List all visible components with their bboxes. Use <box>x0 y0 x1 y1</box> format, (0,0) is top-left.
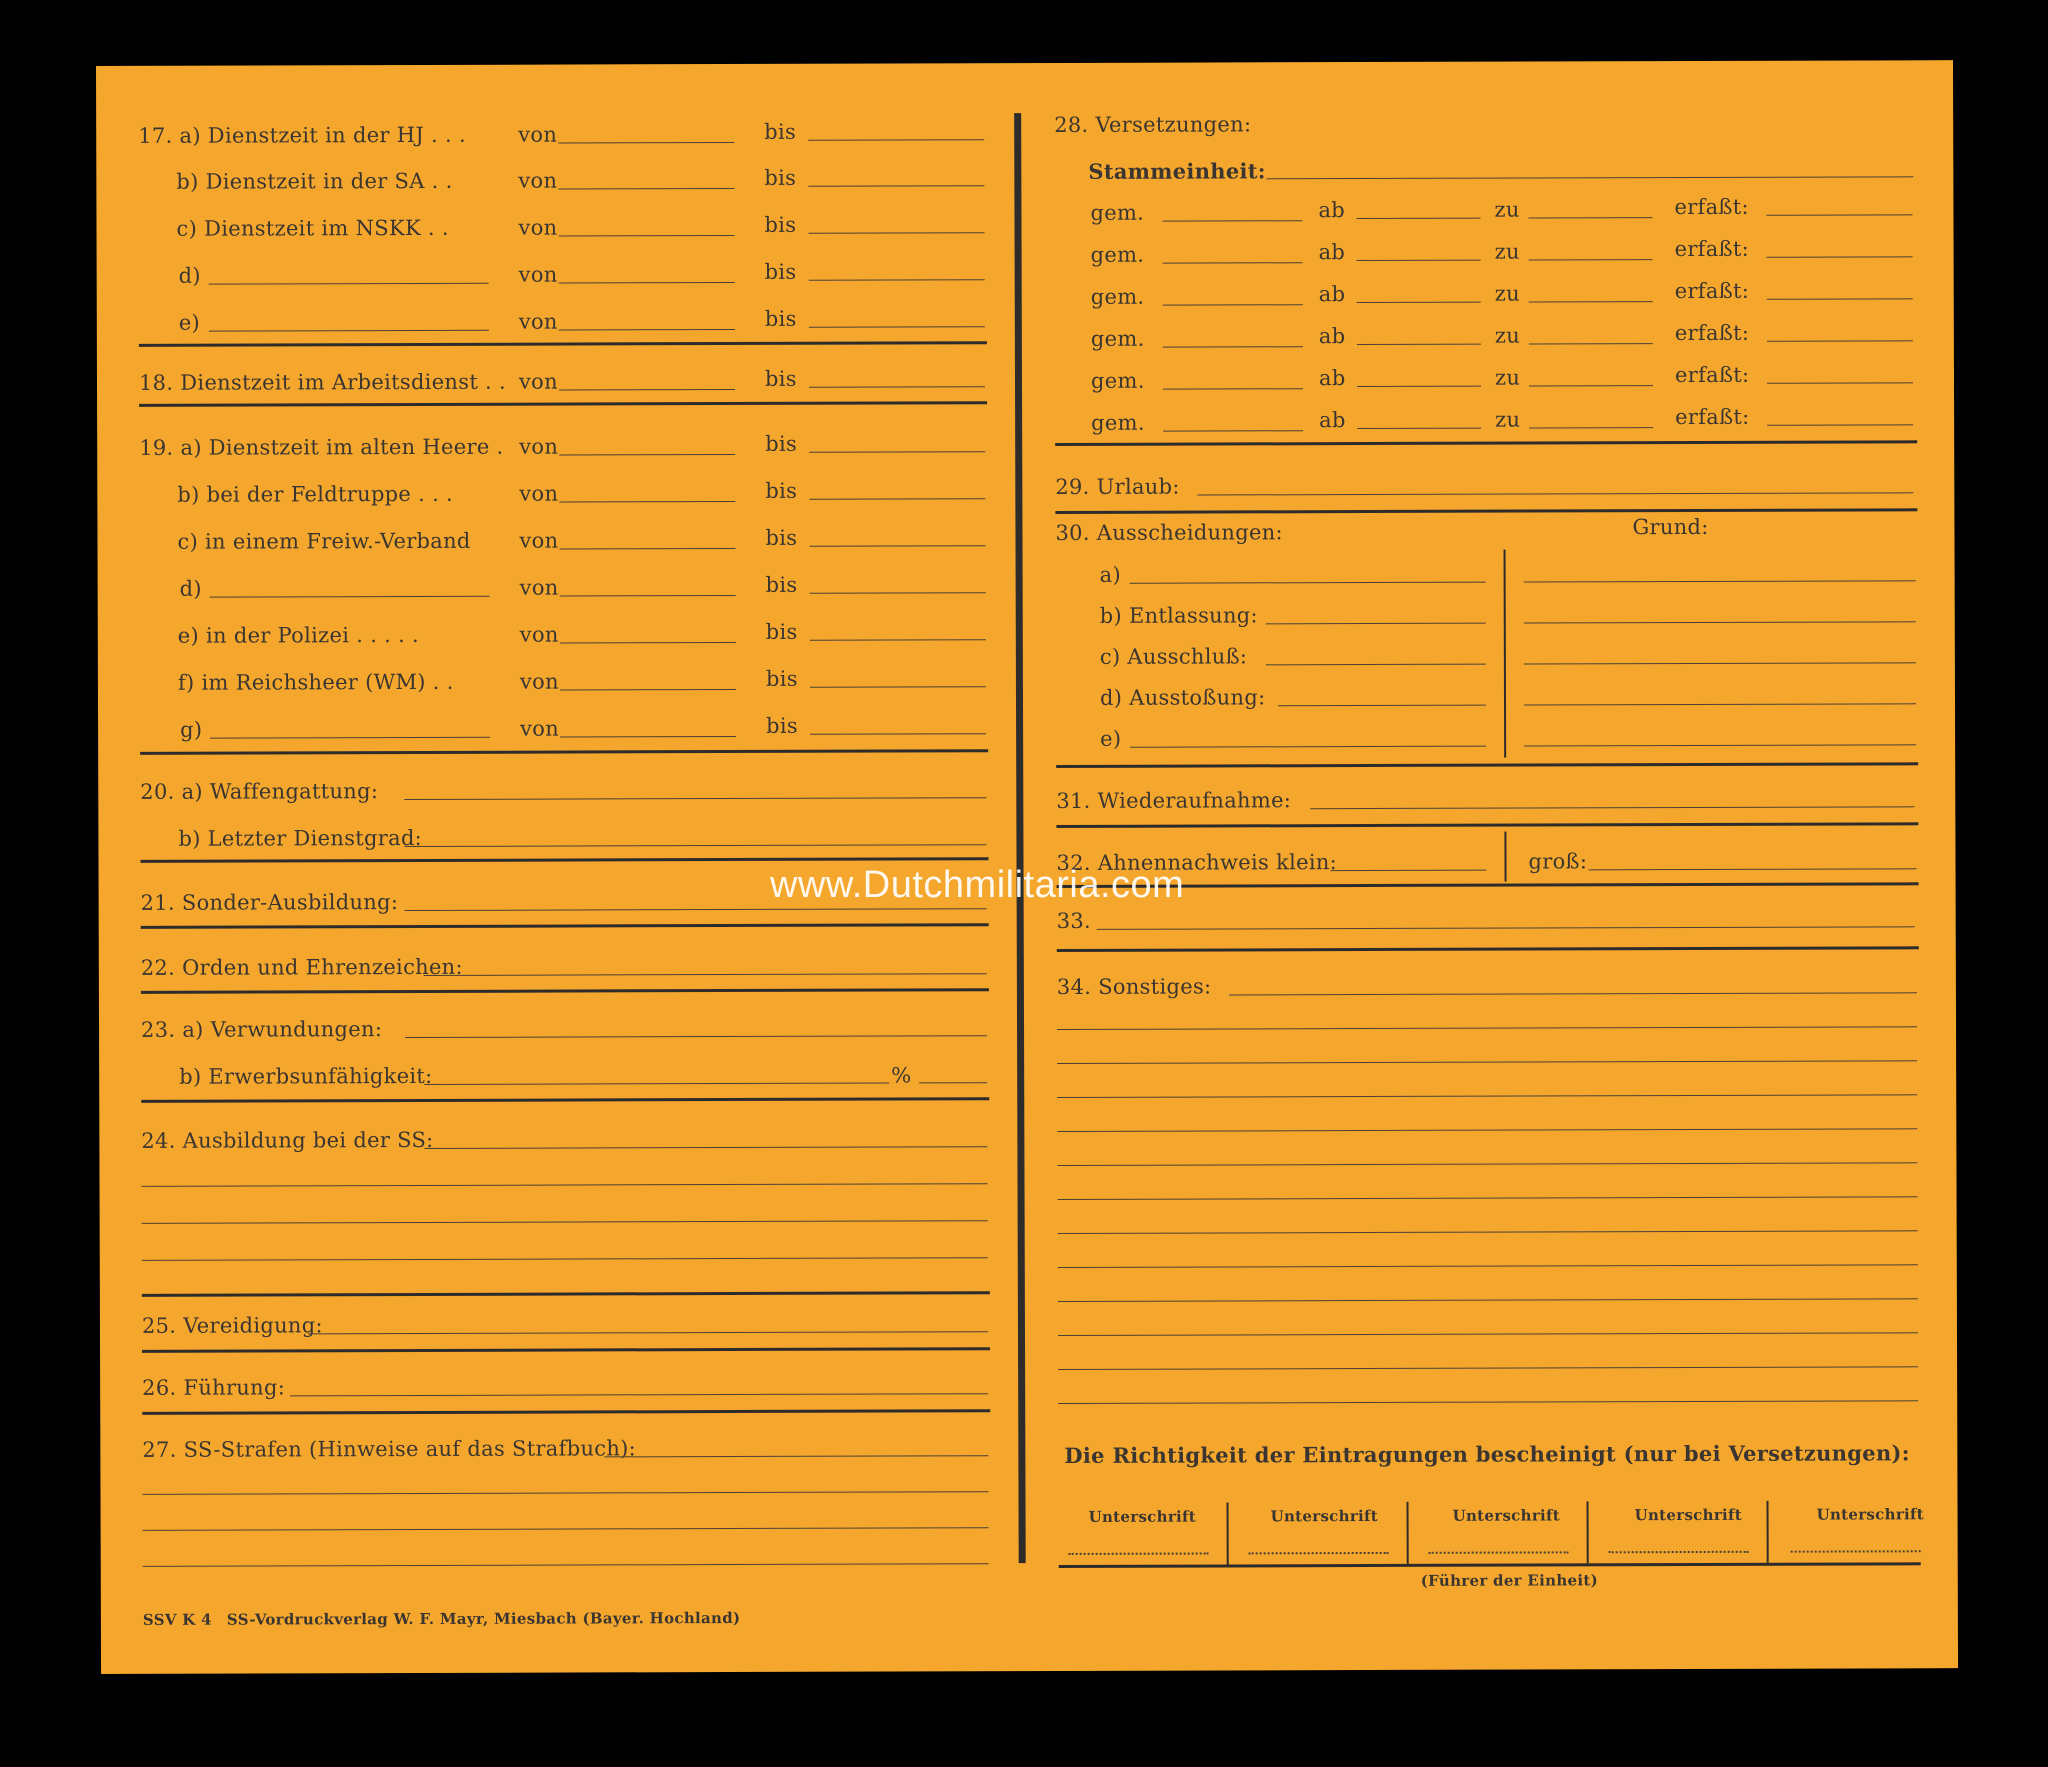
field-29-line[interactable] <box>1197 492 1913 495</box>
section-rule <box>1059 1562 1921 1568</box>
bis-label: bis <box>765 666 798 691</box>
field-22-label: 22. Orden und Ehrenzeichen: <box>140 954 463 980</box>
column-divider <box>1014 113 1026 1563</box>
von-label: von <box>519 622 559 647</box>
bis-label: bis <box>764 119 797 144</box>
field-19f-label: f) im Reichsheer (WM) . . <box>177 669 454 695</box>
transfer-erfasst-line[interactable] <box>1767 424 1913 425</box>
field-19d-label: d) <box>179 576 202 601</box>
field-24-line[interactable] <box>142 1183 988 1187</box>
section-rule <box>141 1097 989 1103</box>
gross-label: groß: <box>1528 849 1588 874</box>
field-17a-label: 17. a) Dienstzeit in der HJ . . . <box>138 122 466 148</box>
transfer-erfasst-line[interactable] <box>1767 340 1913 341</box>
field-19g-label: g) <box>180 717 203 742</box>
transfer-gem-line[interactable] <box>1163 304 1303 305</box>
field-30c-line[interactable] <box>1266 664 1486 666</box>
bis-label: bis <box>765 478 798 503</box>
ab-label: ab <box>1318 240 1346 265</box>
field-21-line[interactable] <box>405 908 987 911</box>
field-27-line[interactable] <box>142 1491 988 1495</box>
gem-label: gem. <box>1090 200 1145 225</box>
bis-label: bis <box>764 212 797 237</box>
section-rule <box>142 1291 990 1297</box>
signature-label: Unterschrift <box>1452 1506 1561 1525</box>
percent-sign: % <box>891 1063 912 1088</box>
field-30-label: 30. Ausscheidungen: <box>1055 520 1283 545</box>
erfasst-label: erfaßt: <box>1675 404 1750 430</box>
transfer-zu-line[interactable] <box>1529 343 1653 344</box>
signature-label: Unterschrift <box>1088 1507 1197 1526</box>
zu-label: zu <box>1494 239 1520 264</box>
transfer-zu-line[interactable] <box>1528 217 1652 218</box>
field-31-label: 31. Wiederaufnahme: <box>1056 788 1292 813</box>
signature-divider <box>1407 1502 1409 1564</box>
transfer-gem-line[interactable] <box>1162 220 1302 221</box>
erfasst-label: erfaßt: <box>1674 236 1750 262</box>
von-label: von <box>519 481 559 506</box>
field-27-line[interactable] <box>143 1527 989 1531</box>
transfer-ab-line[interactable] <box>1357 386 1481 387</box>
field-19b-label: b) bei der Feldtruppe . . . <box>177 481 454 507</box>
field-23b-percent-line[interactable] <box>919 1082 987 1083</box>
field-34-line[interactable] <box>1058 1332 1918 1336</box>
ab-label: ab <box>1319 408 1346 433</box>
signature-divider <box>1587 1501 1589 1563</box>
field-34-line[interactable] <box>1058 1400 1918 1404</box>
section-rule <box>142 1409 990 1415</box>
field-19c-to-line[interactable] <box>810 545 986 547</box>
ab-label: ab <box>1318 198 1346 223</box>
erfasst-label: erfaßt: <box>1674 194 1749 220</box>
von-label: von <box>518 168 558 193</box>
transfer-gem-line[interactable] <box>1163 346 1303 347</box>
transfer-ab-line[interactable] <box>1357 260 1481 261</box>
signature-label: Unterschrift <box>1634 1505 1743 1525</box>
erfasst-label: erfaßt: <box>1674 320 1750 346</box>
von-label: von <box>519 434 559 459</box>
certification-statement: Die Richtigkeit der Eintragungen bescheinigt (nur bei Versetzungen): <box>1064 1440 1910 1468</box>
transfer-gem-line[interactable] <box>1163 262 1303 263</box>
publisher-imprint: SS-Vordruckverlag W. F. Mayr, Miesbach (Bayer. Hochland) <box>226 1608 741 1629</box>
form-code: SSV K 4 <box>142 1610 212 1629</box>
field-32-label: 32. Ahnennachweis klein: <box>1056 850 1338 875</box>
bis-label: bis <box>765 431 798 456</box>
transfer-ab-line[interactable] <box>1357 302 1481 303</box>
transfer-erfasst-line[interactable] <box>1767 382 1913 383</box>
gem-label: gem. <box>1090 368 1145 393</box>
signature-line[interactable] <box>1429 1551 1569 1553</box>
bis-label: bis <box>765 525 798 550</box>
transfer-ab-line[interactable] <box>1357 344 1481 345</box>
bis-label: bis <box>765 619 798 644</box>
field-17b-label: b) Dienstzeit in der SA . . <box>176 168 453 194</box>
signature-label: Unterschrift <box>1816 1505 1925 1524</box>
field-34-line[interactable] <box>1057 1060 1917 1064</box>
field-27-line[interactable] <box>143 1563 989 1567</box>
field-34-line[interactable] <box>1058 1196 1918 1200</box>
field-23b-label: b) Erwerbsunfähigkeit: <box>179 1063 433 1089</box>
signature-line[interactable] <box>1791 1550 1921 1552</box>
zu-label: zu <box>1494 197 1520 222</box>
signature-divider <box>1227 1502 1229 1564</box>
field-20a-line[interactable] <box>404 797 986 800</box>
field-34-line[interactable] <box>1058 1366 1918 1370</box>
section-rule <box>1055 440 1917 446</box>
transfer-zu-line[interactable] <box>1529 301 1653 302</box>
erfasst-label: erfaßt: <box>1674 362 1750 388</box>
section-rule <box>1056 822 1918 828</box>
field-19g-line[interactable] <box>210 737 490 739</box>
section-rule <box>139 341 987 347</box>
field-19e-to-line[interactable] <box>810 639 986 641</box>
field-30-divider <box>1504 550 1507 758</box>
field-17b-to-line[interactable] <box>808 185 984 187</box>
bis-label: bis <box>764 366 797 391</box>
ab-label: ab <box>1318 366 1346 391</box>
field-21-label: 21. Sonder-Ausbildung: <box>140 890 399 915</box>
bis-label: bis <box>765 572 798 597</box>
field-33-label: 33. <box>1056 908 1092 933</box>
grund-line[interactable] <box>1524 703 1916 705</box>
gem-label: gem. <box>1090 284 1145 309</box>
field-33-line[interactable] <box>1097 926 1915 930</box>
field-18-from-line[interactable] <box>559 389 735 391</box>
field-30b-label: b) Entlassung: <box>1099 603 1258 628</box>
field-34-line[interactable] <box>1057 1026 1917 1030</box>
field-26-label: 26. Führung: <box>142 1375 286 1400</box>
field-22-line[interactable] <box>424 973 987 976</box>
field-17a-to-line[interactable] <box>808 139 984 141</box>
bis-label: bis <box>764 165 797 190</box>
field-24-line[interactable] <box>142 1257 988 1261</box>
field-17b-from-line[interactable] <box>558 188 734 190</box>
von-label: von <box>518 122 558 147</box>
field-18-label: 18. Dienstzeit im Arbeitsdienst . . <box>138 369 507 395</box>
field-19d-line[interactable] <box>210 596 490 598</box>
field-19e-from-line[interactable] <box>560 642 736 644</box>
gem-label: gem. <box>1090 326 1145 351</box>
von-label: von <box>519 528 559 553</box>
field-27-line[interactable] <box>604 1455 988 1457</box>
field-20a-label: 20. a) Waffengattung: <box>140 779 379 804</box>
field-17e-line[interactable] <box>209 330 489 332</box>
ab-label: ab <box>1318 324 1346 349</box>
field-19g-to-line[interactable] <box>810 733 986 735</box>
field-17d-from-line[interactable] <box>559 282 735 284</box>
field-19c-from-line[interactable] <box>560 548 736 550</box>
field-27-label: 27. SS-Strafen (Hinweise auf das Strafbuch): <box>142 1436 637 1462</box>
transfer-ab-line[interactable] <box>1357 428 1481 429</box>
transfer-erfasst-line[interactable] <box>1767 298 1913 299</box>
ab-label: ab <box>1318 282 1346 307</box>
field-24-line[interactable] <box>142 1220 988 1224</box>
zu-label: zu <box>1494 323 1521 348</box>
stammeinheit-label: Stammeinheit: <box>1088 158 1266 184</box>
zu-label: zu <box>1495 407 1521 432</box>
transfer-zu-line[interactable] <box>1529 385 1653 386</box>
field-17e-label: e) <box>178 310 201 335</box>
field-25-label: 25. Vereidigung: <box>141 1313 323 1338</box>
field-30a-line[interactable] <box>1130 582 1486 584</box>
field-30a-label: a) <box>1099 562 1121 587</box>
von-label: von <box>518 262 558 287</box>
field-32-divider <box>1504 832 1506 882</box>
field-19f-to-line[interactable] <box>810 686 986 688</box>
von-label: von <box>518 369 558 394</box>
field-17c-from-line[interactable] <box>559 235 735 237</box>
bis-label: bis <box>764 259 797 284</box>
transfer-zu-line[interactable] <box>1529 427 1653 428</box>
section-rule <box>142 1347 990 1353</box>
field-25-line[interactable] <box>308 1331 988 1334</box>
zu-label: zu <box>1494 281 1520 306</box>
stammeinheit-line[interactable] <box>1266 176 1913 179</box>
section-rule <box>139 401 987 407</box>
field-24-label: 24. Ausbildung bei der SS: <box>141 1127 434 1153</box>
field-34-line[interactable] <box>1057 1094 1917 1098</box>
field-23a-label: 23. a) Verwundungen: <box>140 1017 383 1042</box>
field-17d-label: d) <box>178 263 201 288</box>
transfer-gem-line[interactable] <box>1163 430 1303 431</box>
signature-line[interactable] <box>1249 1552 1389 1554</box>
grund-line[interactable] <box>1524 744 1916 746</box>
field-20b-label: b) Letzter Dienstgrad: <box>178 825 423 851</box>
field-17c-to-line[interactable] <box>809 232 985 234</box>
field-17d-line[interactable] <box>209 283 489 285</box>
field-18-to-line[interactable] <box>809 386 985 388</box>
field-17d-to-line[interactable] <box>809 279 985 281</box>
signature-divider <box>1767 1501 1769 1563</box>
von-label: von <box>518 215 558 240</box>
field-30d-line[interactable] <box>1278 705 1486 707</box>
field-19a-label: 19. a) Dienstzeit im alten Heere . <box>139 434 504 460</box>
watermark: www.Dutchmilitaria.com <box>770 864 1185 906</box>
section-rule <box>140 749 988 755</box>
grund-line[interactable] <box>1524 662 1916 664</box>
field-34-line[interactable] <box>1057 1128 1917 1132</box>
section-rule <box>141 923 989 929</box>
transfer-erfasst-line[interactable] <box>1766 214 1912 215</box>
erfasst-label: erfaßt: <box>1674 278 1750 304</box>
section-rule <box>1056 762 1918 768</box>
transfer-gem-line[interactable] <box>1163 388 1303 389</box>
field-30e-label: e) <box>1100 726 1122 751</box>
field-19b-from-line[interactable] <box>559 501 735 503</box>
transfer-erfasst-line[interactable] <box>1767 256 1913 257</box>
bis-label: bis <box>766 713 798 738</box>
von-label: von <box>519 669 559 694</box>
field-19c-label: c) in einem Freiw.-Verband <box>177 528 471 554</box>
grund-label: Grund: <box>1632 514 1709 540</box>
field-19e-label: e) in der Polizei . . . . . <box>177 622 420 648</box>
field-34-line[interactable] <box>1229 992 1917 995</box>
field-24-line[interactable] <box>424 1146 987 1149</box>
grund-line[interactable] <box>1524 621 1916 623</box>
field-31-line[interactable] <box>1310 806 1914 809</box>
field-26-line[interactable] <box>290 1393 988 1396</box>
field-30d-label: d) Ausstoßung: <box>1099 685 1266 710</box>
field-23b-line[interactable] <box>424 1083 889 1085</box>
field-19a-to-line[interactable] <box>809 451 985 453</box>
von-label: von <box>520 716 560 741</box>
field-19b-to-line[interactable] <box>809 498 985 500</box>
field-29-label: 29. Urlaub: <box>1055 474 1180 499</box>
field-28-label: 28. Versetzungen: <box>1054 112 1252 137</box>
signature-line[interactable] <box>1069 1553 1209 1555</box>
field-34-label: 34. Sonstiges: <box>1056 974 1212 999</box>
field-19f-from-line[interactable] <box>560 689 736 691</box>
section-rule <box>1057 882 1919 888</box>
field-17e-to-line[interactable] <box>809 326 985 328</box>
von-label: von <box>519 575 559 600</box>
field-20b-line[interactable] <box>404 844 986 847</box>
field-34-line[interactable] <box>1058 1230 1918 1234</box>
von-label: von <box>518 309 558 334</box>
transfer-zu-line[interactable] <box>1529 259 1653 260</box>
field-19d-to-line[interactable] <box>810 592 986 594</box>
field-30b-line[interactable] <box>1266 623 1486 625</box>
section-rule <box>1057 946 1919 952</box>
field-32-klein-line[interactable] <box>1331 870 1487 871</box>
section-rule <box>141 988 989 994</box>
gem-label: gem. <box>1090 242 1145 267</box>
field-34-line[interactable] <box>1058 1298 1918 1302</box>
field-32-gross-line[interactable] <box>1589 868 1917 870</box>
grund-line[interactable] <box>1524 580 1916 582</box>
transfer-ab-line[interactable] <box>1356 218 1480 219</box>
field-30e-line[interactable] <box>1130 746 1486 748</box>
section-rule <box>140 857 988 863</box>
section-rule <box>1055 508 1917 514</box>
signature-label: Unterschrift <box>1270 1506 1379 1526</box>
field-17e-from-line[interactable] <box>559 329 735 331</box>
field-19a-from-line[interactable] <box>559 454 735 456</box>
signature-line[interactable] <box>1609 1551 1749 1553</box>
gem-label: gem. <box>1091 410 1145 435</box>
field-17a-from-line[interactable] <box>558 142 734 144</box>
field-34-line[interactable] <box>1057 1162 1917 1166</box>
field-19g-from-line[interactable] <box>560 736 736 738</box>
field-34-line[interactable] <box>1058 1264 1918 1268</box>
field-30c-label: c) Ausschluß: <box>1099 644 1248 669</box>
field-19d-from-line[interactable] <box>560 595 736 597</box>
field-17c-label: c) Dienstzeit im NSKK . . <box>176 215 449 241</box>
field-23a-line[interactable] <box>405 1035 987 1038</box>
bis-label: bis <box>764 306 797 331</box>
zu-label: zu <box>1494 365 1521 390</box>
unit-leader-caption: (Führer der Einheit) <box>1420 1571 1599 1590</box>
